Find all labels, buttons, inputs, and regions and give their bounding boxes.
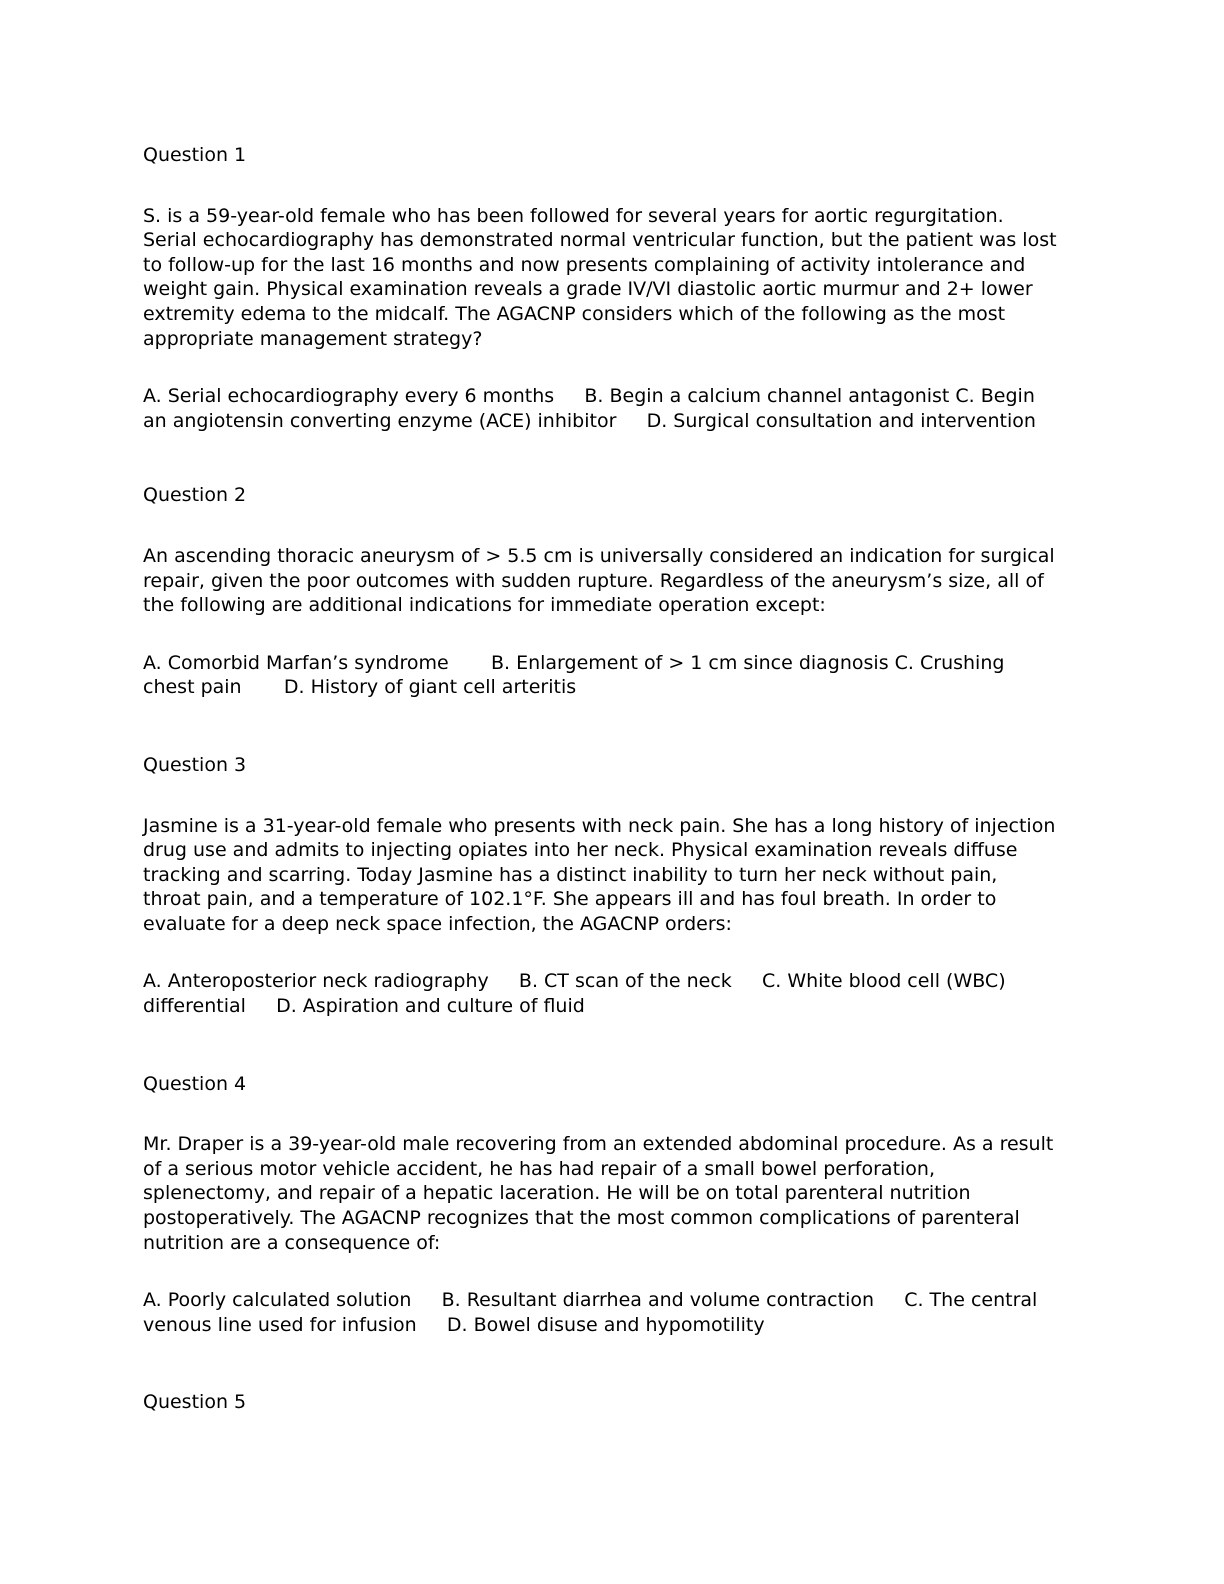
question-stem-2: An ascending thoracic aneurysm of > 5.5 cm is universally considered an indication for surgical repair, given the poor outcomes with sudden rupture. Regardless of the aneurysm’s size, all of the following are additional indications for immediate operation except: [143,544,1061,617]
spacer-q3-heading [143,778,1058,814]
question-options-3: A. Anteroposterior neck radiography B. CT scan of the neck C. White blood cell (WBC) differential D. Aspiration and culture of fluid [143,970,1012,1018]
spacer-after-q3 [143,1019,1058,1072]
question-heading-5: Question 5 [143,1391,247,1414]
document-text-body [143,143,1063,1415]
question-stem-4: Mr. Draper is a 39-year-old male recovering from an extended abdominal procedure. As a result of a serious motor vehicle accident, he has had repair of a small bowel perforation, splenectomy, and repair of a hepatic laceration. He will be on total parenteral nutrition postoperatively. The AGACNP recognizes that the most common complications of parenteral nutrition are a consequence of: [143,1133,1060,1254]
question-heading-1: Question 1 [143,144,247,166]
question-options-2: A. Comorbid Marfan’s syndrome B. Enlargement of > 1 cm since diagnosis C. Crushing chest pain D. History of giant cell arteritis [143,651,1011,699]
question-block-2 [143,483,1061,700]
question-block-1 [143,143,1063,433]
spacer-after-q2 [143,700,1058,753]
spacer-q1-heading [143,168,1058,204]
spacer-q2-heading [143,508,1058,544]
spacer-q1-stem [143,351,1058,384]
question-heading-2: Question 2 [143,484,247,507]
spacer-q4-heading [143,1096,1058,1132]
question-stem-3: Jasmine is a 31-year-old female who presents with neck pain. She has a long history of injection drug use and admits to injecting opiates into her neck. Physical examination reveals diffuse tracking and scarring. Today Jasmine has a distinct inability to turn her neck without pain, throat pain, and a temperature of 102.1°F. She appears ill and has foul breath. In order to evaluate for a deep neck space infection, the AGACNP orders: [143,814,1062,935]
spacer-after-q4 [143,1337,1058,1390]
spacer-after-q1 [143,433,1058,483]
question-options-1: A. Serial echocardiography every 6 months B. Begin a calcium channel antagonist C. Begin an angiotensin converting enzyme (ACE) inhibitor D. Surgical consultation and intervention [143,385,1041,432]
question-block-3 [143,753,1062,1019]
spacer-q3-stem [143,936,1058,969]
question-block-5 [143,1390,1058,1415]
question-stem-1: S. is a 59-year-old female who has been followed for several years for aortic regurgitation. Serial echocardiography has demonstrated normal ventricular function, but the patient was lost to follow-up for the last 16 months and now presents complaining of activity intolerance and weight gain. Physical examination reveals a grade IV/VI diastolic aortic murmur and 2+ lower extremity edema to the midcalf. The AGACNP considers which of the following as the most appropriate management strategy? [143,204,1063,350]
question-block-4 [143,1072,1058,1338]
spacer-q2-stem [143,618,1058,651]
spacer-q4-stem [143,1255,1058,1288]
question-options-4: A. Poorly calculated solution B. Resultant diarrhea and volume contraction C. The central venous line used for infusion D. Bowel disuse and hypomotility [143,1289,1044,1336]
question-heading-3: Question 3 [143,753,247,776]
question-heading-4: Question 4 [143,1072,247,1095]
